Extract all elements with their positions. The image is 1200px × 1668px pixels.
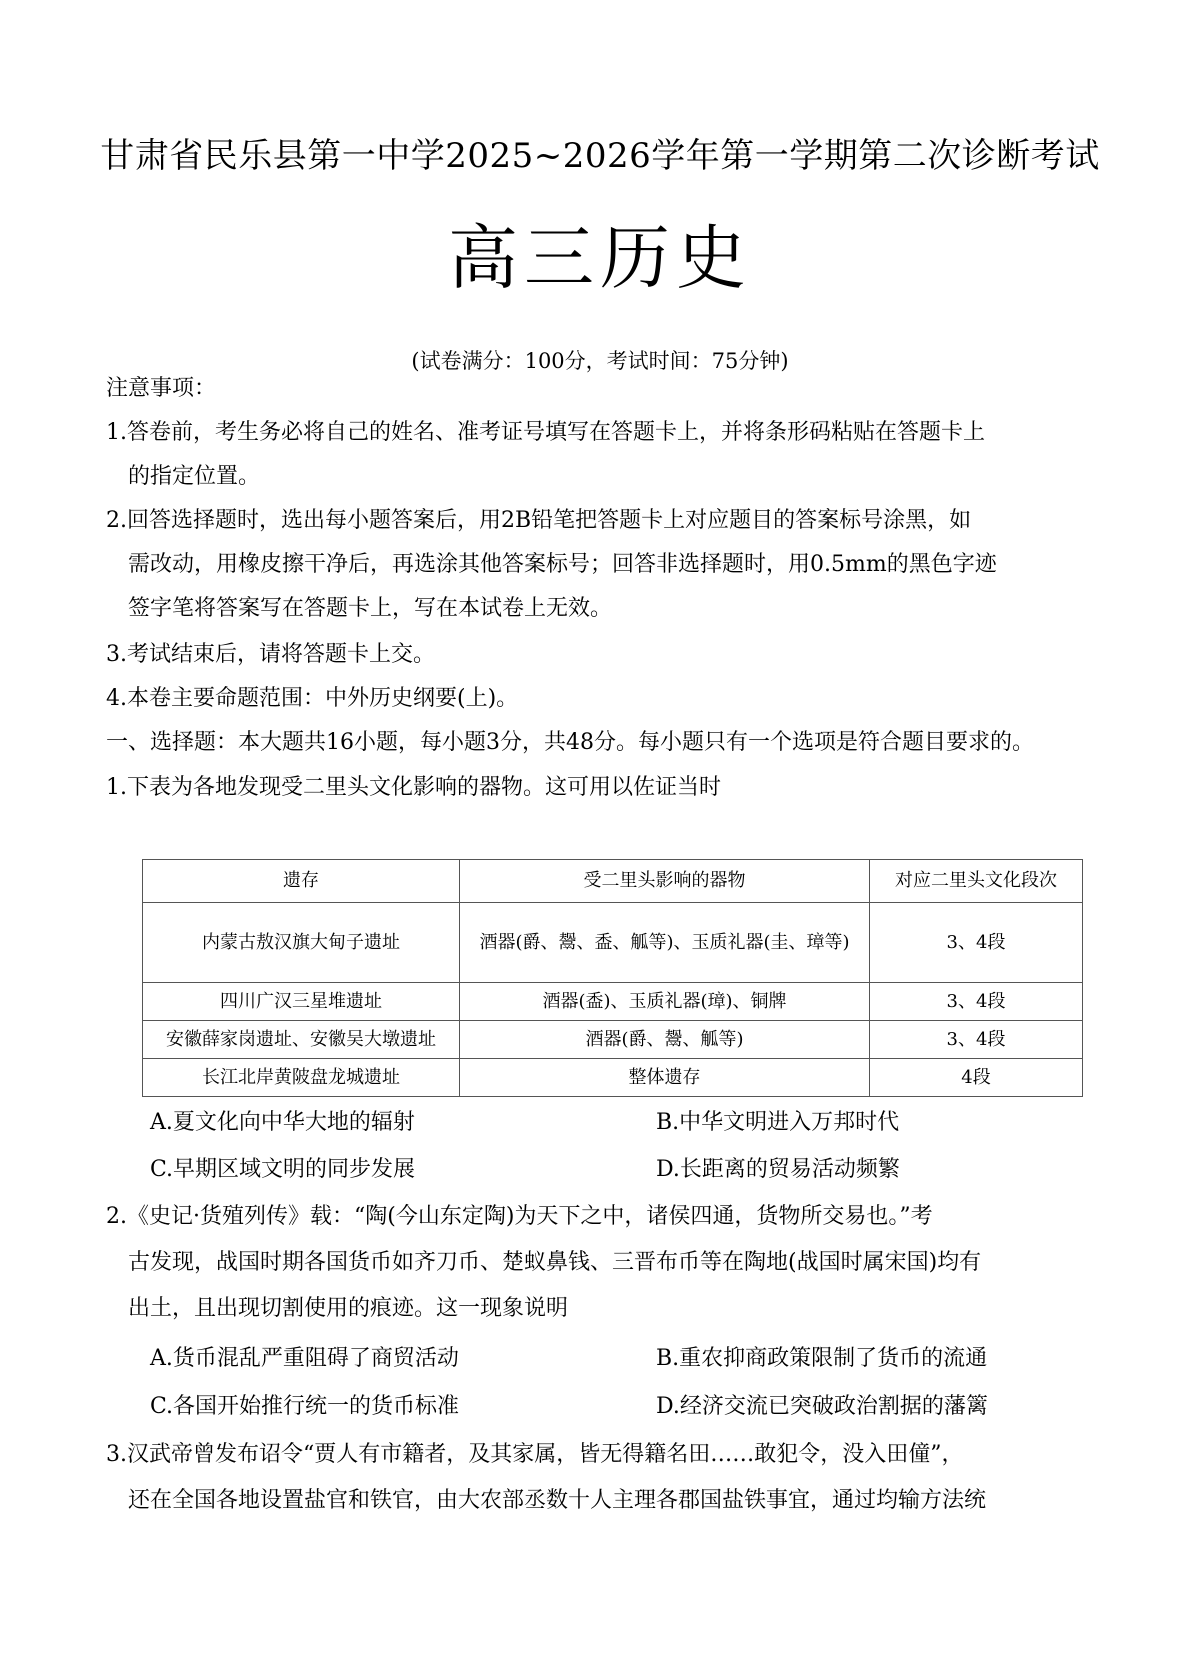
- question-1-stem: 1.下表为各地发现受二里头文化影响的器物。这可用以佐证当时: [106, 775, 721, 800]
- notes-heading: 注意事项：: [106, 376, 217, 401]
- table-cell: 酒器(爵、鬶、盉、觚等)、玉质礼器(圭、璋等): [460, 903, 870, 983]
- question-3-stem-line-1: 3.汉武帝曾发布诏令“贾人有市籍者，及其家属，皆无得籍名田……敢犯令，没入田僮”，: [106, 1442, 964, 1467]
- question-2-option-c: C.各国开始推行统一的货币标准: [150, 1394, 460, 1419]
- table-cell: 4段: [870, 1059, 1083, 1097]
- question-2-option-d: D.经济交流已突破政治割据的藩篱: [656, 1394, 988, 1419]
- table-cell: 酒器(爵、鬶、觚等): [460, 1021, 870, 1059]
- question-2-stem-line-2: 古发现，战国时期各国货币如齐刀币、楚蚁鼻钱、三晋布币等在陶地(战国时属宋国)均有: [128, 1250, 982, 1275]
- question-3-stem-line-2: 还在全国各地设置盐官和铁官，由大农部丞数十人主理各郡国盐铁事宜，通过均输方法统: [128, 1488, 987, 1513]
- exam-info: (试卷满分：100分，考试时间：75分钟): [411, 349, 789, 373]
- section-1-heading: 一、选择题：本大题共16小题，每小题3分，共48分。每小题只有一个选项是符合题目要求的。: [106, 730, 1034, 755]
- note-2-line-3: 签字笔将答案写在答题卡上，写在本试卷上无效。: [128, 596, 613, 621]
- exam-header-title: 甘肃省民乐县第一中学2025~2026学年第一学期第二次诊断考试: [100, 136, 1100, 176]
- question-1-option-a: A.夏文化向中华大地的辐射: [150, 1110, 415, 1135]
- table-row: [143, 1059, 1083, 1097]
- table-row: [143, 983, 1083, 1021]
- note-3: 3.考试结束后，请将答题卡上交。: [106, 642, 435, 667]
- table-header-cell: 对应二里头文化段次: [870, 860, 1083, 903]
- table-row: [143, 903, 1083, 983]
- question-1-option-b: B.中华文明进入万邦时代: [656, 1110, 900, 1135]
- note-1-line-2: 的指定位置。: [128, 464, 261, 489]
- question-2-stem-line-1: 2.《史记·货殖列传》载：“陶(今山东定陶)为天下之中，诸侯四通，货物所交易也。”考: [106, 1204, 933, 1229]
- question-2-option-b: B.重农抑商政策限制了货币的流通: [656, 1346, 988, 1371]
- table-header-cell: 受二里头影响的器物: [460, 860, 870, 903]
- table-cell: 长江北岸黄陂盘龙城遗址: [143, 1059, 460, 1097]
- table-row: [143, 1021, 1083, 1059]
- question-2-option-a: A.货币混乱严重阻碍了商贸活动: [150, 1346, 459, 1371]
- table-cell: 安徽薛家岗遗址、安徽吴大墩遗址: [143, 1021, 460, 1059]
- question-1-table: [142, 859, 1083, 1097]
- subject-title: 高三历史: [448, 217, 752, 299]
- table-cell: 四川广汉三星堆遗址: [143, 983, 460, 1021]
- table-header-cell: 遗存: [143, 860, 460, 903]
- note-1-line-1: 1.答卷前，考生务必将自己的姓名、准考证号填写在答题卡上，并将条形码粘贴在答题卡上: [106, 420, 985, 445]
- question-1-option-d: D.长距离的贸易活动频繁: [656, 1157, 900, 1182]
- table-cell: 3、4段: [870, 903, 1083, 983]
- question-1-option-c: C.早期区域文明的同步发展: [150, 1157, 416, 1182]
- note-4: 4.本卷主要命题范围：中外历史纲要(上)。: [106, 686, 519, 711]
- table-header-row: [143, 860, 1083, 903]
- table-cell: 整体遗存: [460, 1059, 870, 1097]
- note-2-line-1: 2.回答选择题时，选出每小题答案后，用2B铅笔把答题卡上对应题目的答案标号涂黑，如: [106, 508, 972, 533]
- note-2-line-2: 需改动，用橡皮擦干净后，再选涂其他答案标号；回答非选择题时，用0.5mm的黑色字迹: [128, 552, 997, 577]
- table-cell: 酒器(盉)、玉质礼器(璋)、铜牌: [460, 983, 870, 1021]
- question-2-stem-line-3: 出土，且出现切割使用的痕迹。这一现象说明: [128, 1296, 569, 1321]
- table-cell: 3、4段: [870, 1021, 1083, 1059]
- table-cell: 3、4段: [870, 983, 1083, 1021]
- table-cell: 内蒙古敖汉旗大甸子遗址: [143, 903, 460, 983]
